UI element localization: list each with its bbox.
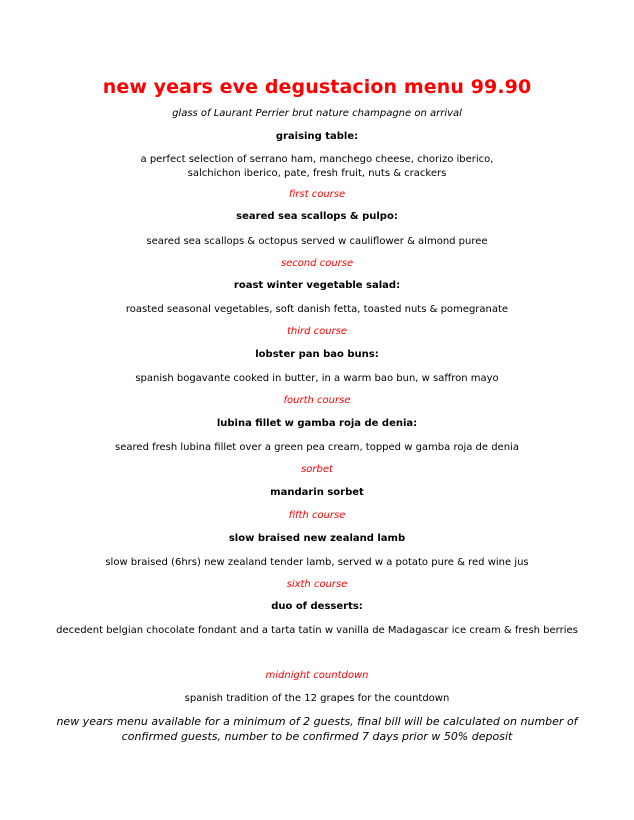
fourth-course-label: fourth course: [283, 395, 351, 406]
first-course-label: first course: [288, 189, 346, 200]
grazing-desc-line1: a perfect selection of serrano ham, manchego cheese, chorizo iberico,: [140, 154, 494, 165]
first-course-name: seared sea scallops & pulpo:: [236, 211, 398, 222]
sorbet-label: sorbet: [301, 464, 333, 475]
grazing-name: graising table:: [275, 131, 359, 142]
arrival-note: glass of Laurant Perrier brut nature champagne on arrival: [172, 108, 462, 119]
menu-title: new years eve degustacion menu 99.90: [102, 76, 532, 98]
fifth-course-label: fifth course: [288, 510, 346, 521]
booking-note-line1: new years menu available for a minimum of 2 guests, final bill will be calculated on number of: [56, 715, 578, 728]
booking-note-line2: confirmed guests, number to be confirmed 7 days prior w 50% deposit: [121, 730, 513, 743]
grazing-desc-line2: salchichon iberico, pate, fresh fruit, nuts & crackers: [187, 168, 447, 179]
first-course-desc: seared sea scallops & octopus served w cauliflower & almond puree: [146, 236, 488, 247]
fifth-course-name: slow braised new zealand lamb: [228, 533, 406, 544]
sixth-course-label: sixth course: [286, 579, 348, 590]
midnight-countdown-label: midnight countdown: [265, 670, 369, 681]
third-course-label: third course: [286, 326, 348, 337]
third-course-desc: spanish bogavante cooked in butter, in a warm bao bun, w saffron mayo: [135, 373, 499, 384]
sixth-course-desc: decedent belgian chocolate fondant and a tarta tatin w vanilla de Madagascar ice cream & fresh berries: [56, 625, 578, 636]
second-course-desc: roasted seasonal vegetables, soft danish fetta, toasted nuts & pomegranate: [125, 304, 509, 315]
second-course-name: roast winter vegetable salad:: [233, 280, 401, 291]
fourth-course-name: lubina fillet w gamba roja de denia:: [216, 418, 418, 429]
sorbet-name: mandarin sorbet: [270, 487, 364, 498]
sixth-course-name: duo of desserts:: [271, 601, 363, 612]
midnight-countdown-desc: spanish tradition of the 12 grapes for the countdown: [184, 693, 450, 704]
third-course-name: lobster pan bao buns:: [255, 349, 379, 360]
fifth-course-desc: slow braised (6hrs) new zealand tender lamb, served w a potato pure & red wine jus: [105, 557, 529, 568]
second-course-label: second course: [280, 258, 354, 269]
fourth-course-desc: seared fresh lubina fillet over a green pea cream, topped w gamba roja de denia: [115, 442, 519, 453]
